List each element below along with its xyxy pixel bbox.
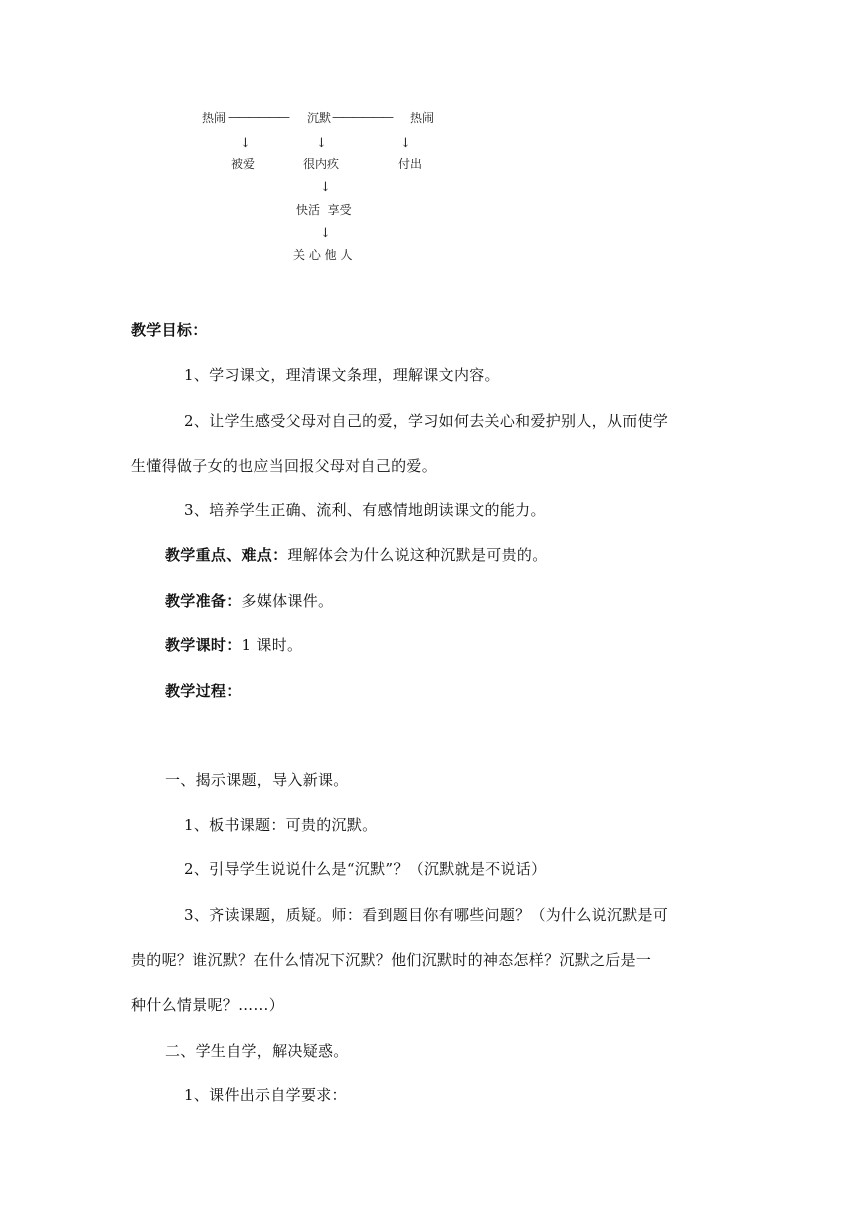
class-hours-label: 教学课时： bbox=[165, 636, 242, 654]
diagram-node-silence: 沉默 bbox=[307, 111, 332, 125]
key-points-text: 理解体会为什么说这种沉默是可贵的。 bbox=[287, 546, 548, 564]
down-arrow-icon: ↓ bbox=[320, 180, 331, 195]
step-1-1: 1、板书课题：可贵的沉默。 bbox=[184, 816, 378, 834]
goal-item-2-line-2: 生懂得做子女的也应当回报父母对自己的爱。 bbox=[131, 457, 438, 475]
class-hours-text: 1 课时。 bbox=[241, 636, 303, 654]
down-arrow-icon: ↓ bbox=[316, 136, 327, 151]
goal-item-2-line-1: 2、让学生感受父母对自己的爱，学习如何去关心和爱护别人，从而使学 bbox=[184, 412, 669, 430]
diagram-node-lively-2: 热闹 bbox=[410, 111, 435, 125]
key-points-line bbox=[165, 545, 548, 565]
diagram-node-guilty: 很内疚 bbox=[303, 157, 340, 171]
step-1-2: 2、引导学生说说什么是“沉默”？（沉默就是不说话） bbox=[184, 860, 547, 878]
down-arrow-icon: ↓ bbox=[240, 136, 251, 151]
step-2-1: 1、课件出示自学要求： bbox=[184, 1086, 347, 1104]
step-2-title: 二、学生自学，解决疑惑。 bbox=[165, 1042, 349, 1060]
diagram-node-give: 付出 bbox=[398, 157, 423, 171]
step-1-3-line-2: 贵的呢？谁沉默？在什么情况下沉默？他们沉默时的神态怎样？沉默之后是一 bbox=[131, 951, 652, 969]
process-heading: 教学过程： bbox=[165, 682, 242, 700]
step-1-3-line-3: 种什么情景呢？……） bbox=[131, 996, 285, 1014]
diagram-connector-2: —————— bbox=[332, 110, 392, 124]
goals-heading: 教学目标： bbox=[131, 321, 208, 339]
preparation-text: 多媒体课件。 bbox=[241, 592, 334, 610]
preparation-line bbox=[165, 591, 333, 611]
preparation-label: 教学准备： bbox=[165, 592, 242, 610]
diagram-connector-1: —————— bbox=[228, 110, 288, 124]
step-1-3-line-1: 3、齐读课题，质疑。师：看到题目你有哪些问题？（为什么说沉默是可 bbox=[184, 906, 669, 924]
diagram-node-lively-1: 热闹 bbox=[202, 111, 227, 125]
step-1-title: 一、揭示课题，导入新课。 bbox=[165, 771, 349, 789]
key-points-label: 教学重点、难点： bbox=[165, 546, 288, 564]
diagram-node-care-others: 关 心 他 人 bbox=[293, 248, 353, 262]
down-arrow-icon: ↓ bbox=[320, 226, 331, 241]
diagram-node-loved: 被爱 bbox=[231, 157, 256, 171]
goal-item-3: 3、培养学生正确、流利、有感情地朗读课文的能力。 bbox=[184, 501, 546, 519]
down-arrow-icon: ↓ bbox=[400, 136, 411, 151]
goal-item-1: 1、学习课文，理清课文条理，理解课文内容。 bbox=[184, 366, 500, 384]
diagram-node-happy-enjoy: 快活 享受 bbox=[296, 203, 352, 217]
class-hours-line bbox=[165, 635, 302, 655]
